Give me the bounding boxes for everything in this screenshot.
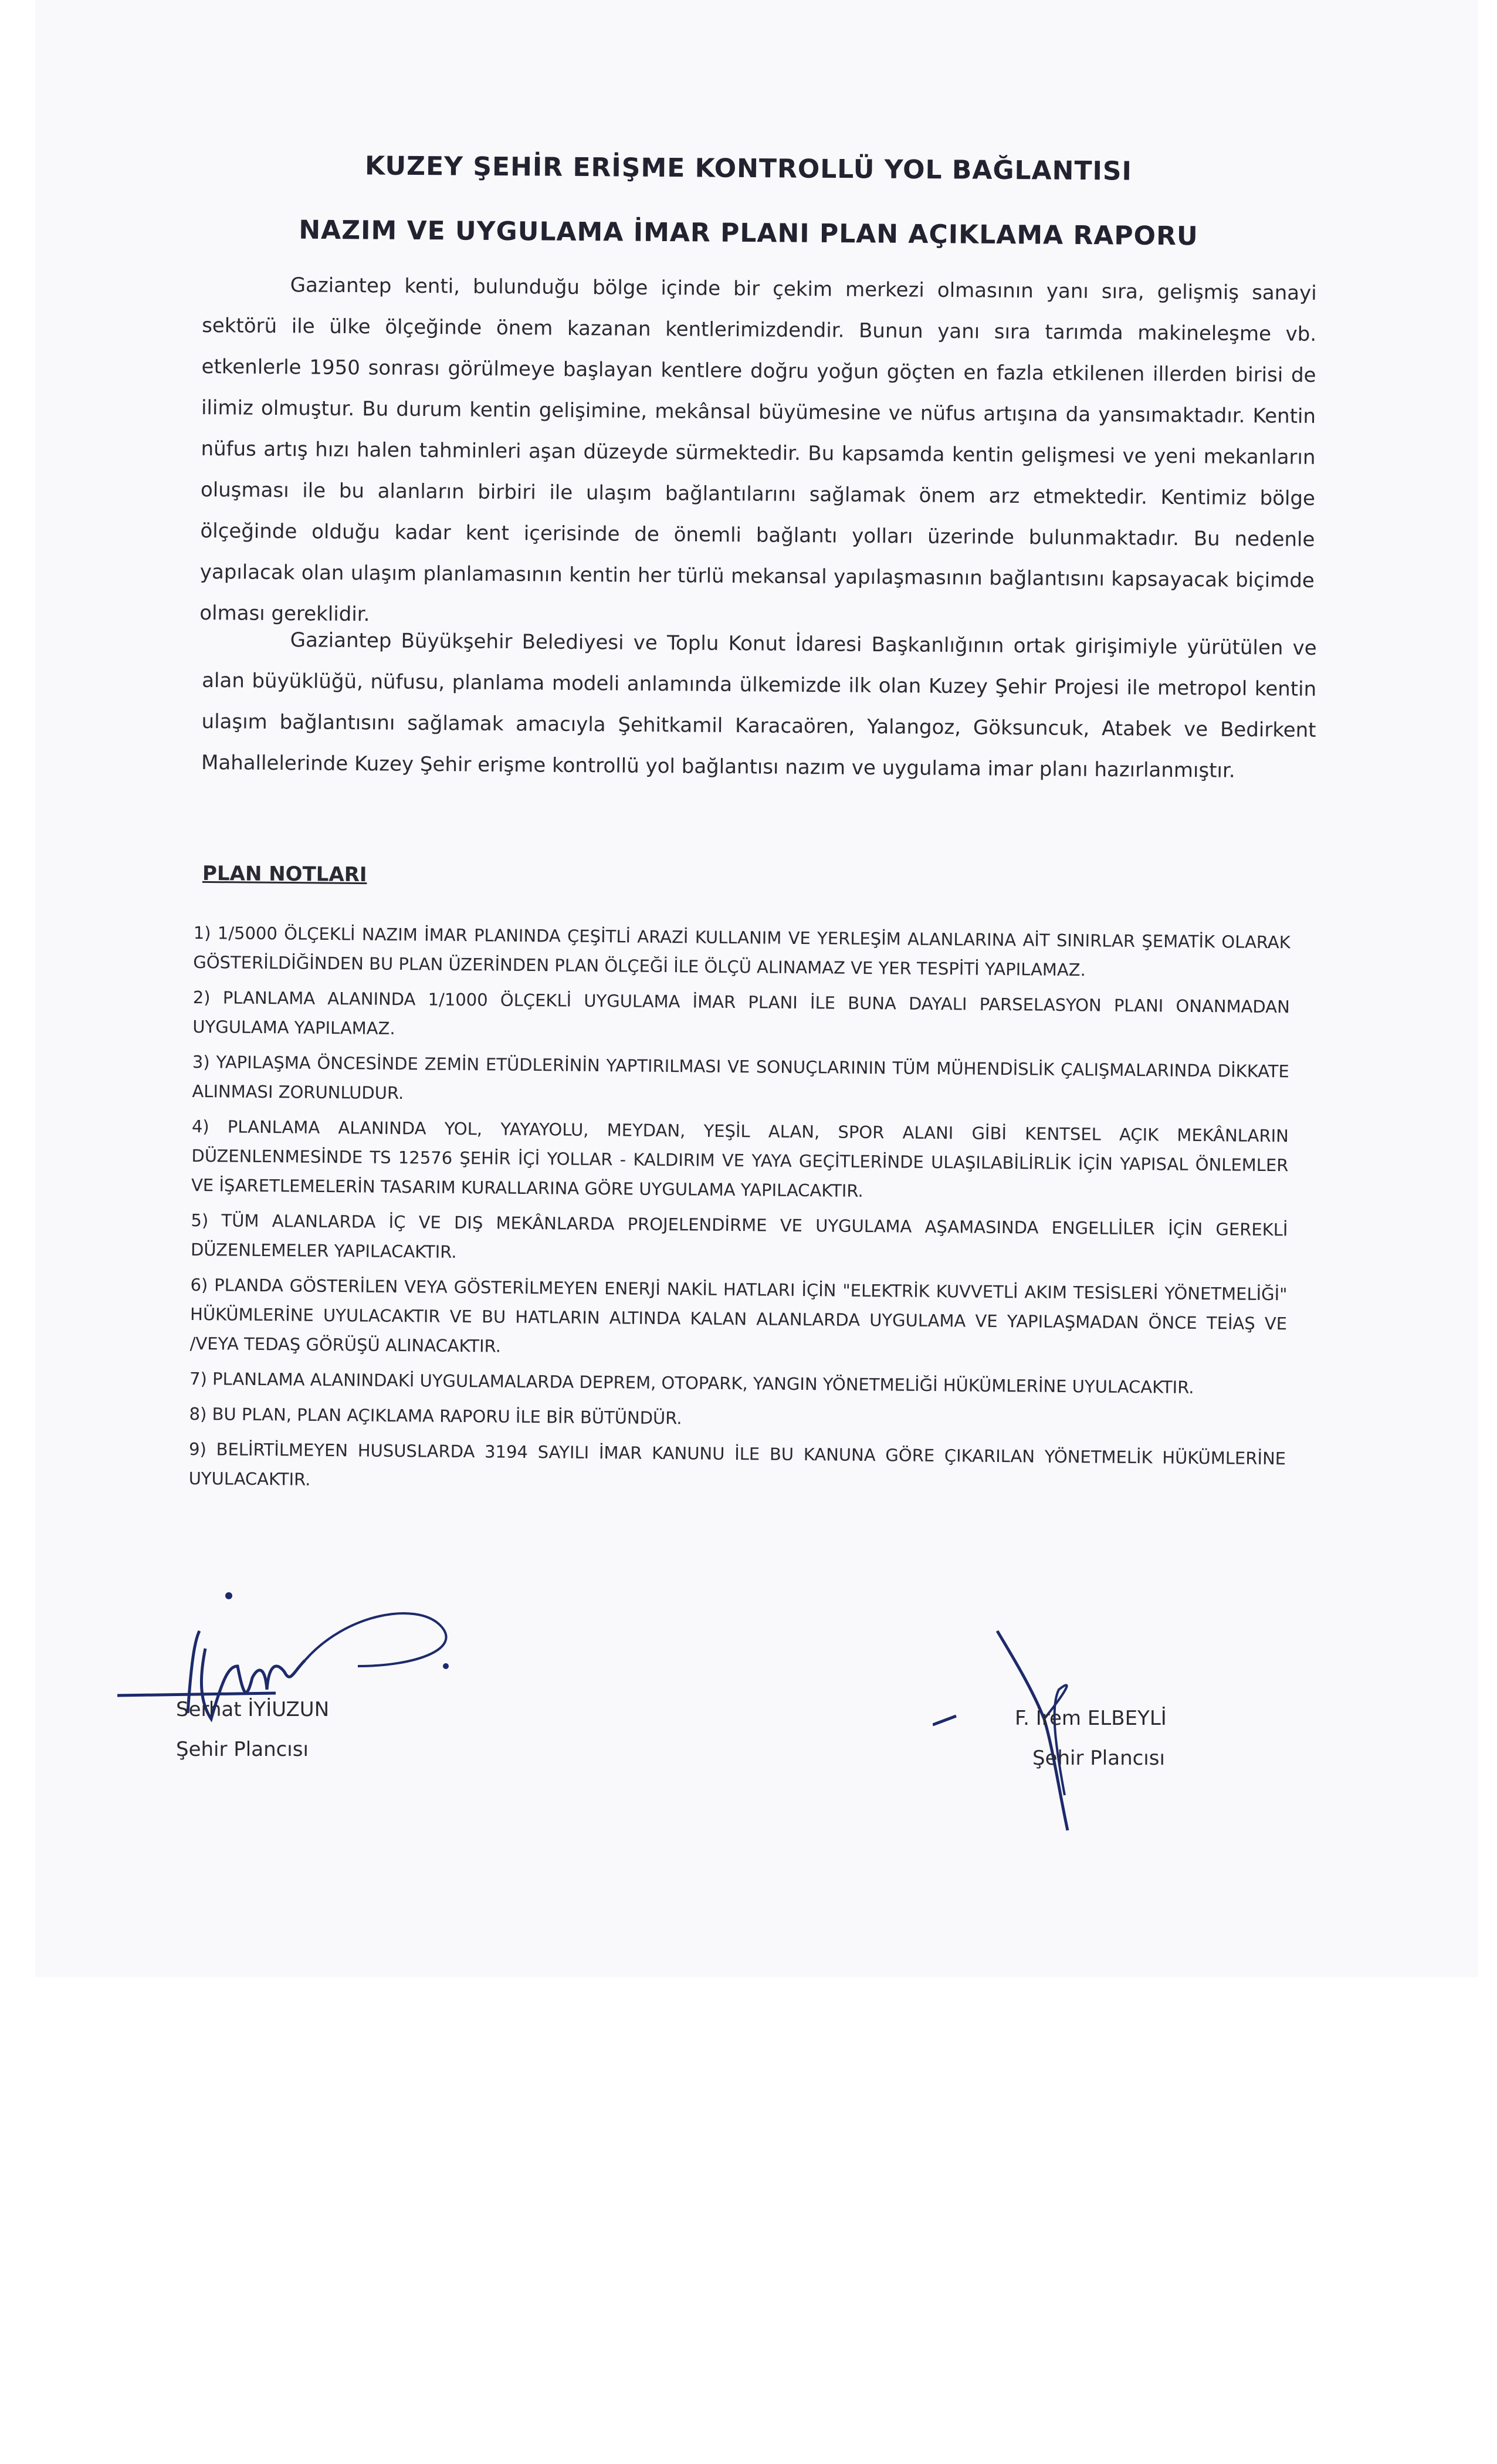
note-text: TÜM ALANLARDA İÇ VE DIŞ MEKÂNLARDA PROJELENDİRME VE UYGULAMA AŞAMASINDA ENGELLİLER İÇİN GEREKLİ DÜZENLEMELER YAPILACAKTIR. bbox=[190, 1210, 1288, 1262]
signatory-right-role: Şehir Plancısı bbox=[1032, 1747, 1165, 1770]
note-number: 5) bbox=[191, 1210, 209, 1231]
signatory-left-name: Serhat İYİUZUN bbox=[176, 1698, 330, 1721]
note-number: 8) bbox=[189, 1403, 207, 1424]
plan-note bbox=[191, 1112, 1289, 1209]
note-text: 1/5000 ÖLÇEKLİ NAZIM İMAR PLANINDA ÇEŞİTLİ ARAZİ KULLANIM VE YERLEŞİM ALANLARINA AİT SINIRLAR ŞEMATİK OLARAK GÖSTERİLDİĞİNDEN BU PLAN ÜZERİNDEN PLAN ÖLÇEĞİ İLE ÖLÇÜ ALINAMAZ VE YER TESPİTİ YAPILAMAZ. bbox=[193, 923, 1291, 980]
plan-note bbox=[189, 1399, 1286, 1438]
body-paragraph-2: Gaziantep Büyükşehir Belediyesi ve Toplu Konut İdaresi Başkanlığının ortak girişimiyle yürütülen ve alan büyüklüğü, nüfusu, planlama modeli anlamında ülkemizde ilk olan Kuzey Şehir Projesi ile metropol kentin ulaşım bağlantısını sağlamak amacıyla Şehitkamil Karacaören, Yalangoz, Göksuncuk, Atabek ve Bedirkent Mahallelerinde Kuzey Şehir erişme kontrollü yol bağlantısı nazım ve uygulama imar planı hazırlanmıştır. bbox=[201, 628, 1317, 783]
plan-notes-heading: PLAN NOTLARI bbox=[202, 861, 367, 887]
plan-note bbox=[191, 1206, 1288, 1274]
note-text: BU PLAN, PLAN AÇIKLAMA RAPORU İLE BİR BÜTÜNDÜR. bbox=[212, 1404, 682, 1429]
note-number: 9) bbox=[188, 1439, 207, 1460]
note-text: BELİRTİLMEYEN HUSUSLARDA 3194 SAYILI İMAR KANUNU İLE BU KANUNA GÖRE ÇIKARILAN YÖNETMELİK HÜKÜMLERİNE UYULACAKTIR. bbox=[188, 1439, 1286, 1490]
note-number: 3) bbox=[192, 1051, 210, 1072]
document-subtitle: NAZIM VE UYGULAMA İMAR PLANI PLAN AÇIKLAMA RAPORU bbox=[299, 215, 1198, 252]
note-text: PLANLAMA ALANINDA YOL, YAYAYOLU, MEYDAN, YEŞİL ALAN, SPOR ALANI GİBİ KENTSEL AÇIK MEKÂNLARIN DÜZENLENMESİNDE TS 12576 ŞEHİR İÇİ YOLLAR - KALDIRIM VE YAYA GEÇİTLERİNDE ULAŞILABİLİRLİK İÇİN YAPISAL ÖNLEMLER VE İŞARETLEMELERİN TASARIM KURALLARINA GÖRE UYGULAMA YAPILACAKTIR. bbox=[191, 1116, 1289, 1201]
document-title: KUZEY ŞEHİR ERİŞME KONTROLLÜ YOL BAĞLANTISI bbox=[364, 151, 1133, 187]
signatory-right bbox=[991, 1698, 1167, 1778]
signatory-left bbox=[176, 1690, 329, 1769]
note-number: 2) bbox=[192, 987, 211, 1008]
note-number: 7) bbox=[189, 1368, 208, 1389]
note-text: PLANLAMA ALANINDAKİ UYGULAMALARDA DEPREM, OTOPARK, YANGIN YÖNETMELİĞİ HÜKÜMLERİNE UYULACAKTIR. bbox=[212, 1369, 1194, 1397]
note-text: PLANDA GÖSTERİLEN VEYA GÖSTERİLMEYEN ENERJİ NAKİL HATLARI İÇİN "ELEKTRİK KUVVETLİ AKIM TESİSLERİ YÖNETMELİĞİ" HÜKÜMLERİNE UYULACAKTIR VE BU HATLARIN ALTINDA KALAN ALANLARDA UYGULAMA VE YAPILAŞMADAN ÖNCE TEİAŞ VE /VEYA TEDAŞ GÖRÜŞÜ ALINACAKTIR. bbox=[189, 1275, 1288, 1356]
signatory-right-name: F. İrem ELBEYLİ bbox=[1015, 1707, 1167, 1730]
plan-note bbox=[192, 983, 1290, 1051]
plan-note bbox=[189, 1270, 1287, 1368]
plan-note bbox=[193, 918, 1291, 986]
plan-note bbox=[189, 1364, 1286, 1403]
body-paragraph-1: Gaziantep kenti, bulunduğu bölge içinde bir çekim merkezi olmasının yanı sıra, gelişmiş sanayi sektörü ile ülke ölçeğinde önem kazanan kentlerimizdendir. Bunun yanı sıra tarımda makineleşme vb. etkenlerle 1950 sonrası görülmeye başlayan kentlere doğru yoğun göçten en fazla etkilenen illerden birisi de ilimiz olmuştur. Bu durum kentin gelişimine, mekânsal büyümesine ve nüfus artışına da yansımaktadır. Kentin nüfus artış hızı halen tahminleri aşan düzeyde sürmektedir. Bu kapsamda kentin gelişmesi ve yeni mekanların oluşması ile bu alanların birbiri ile ulaşım bağlantılarını sağlamak önem arz etmektedir. Kentimiz bölge ölçeğinde olduğu kadar kent içerisinde de önemli bağlantı yolları üzerinde bulunmaktadır. Bu nedenle yapılacak olan ulaşım planlamasının kentin her türlü mekansal yapılaşmasının bağlantısını kapsayacak biçimde olması gereklidir. bbox=[199, 273, 1317, 627]
signatory-left-role: Şehir Plancısı bbox=[176, 1738, 309, 1761]
plan-note bbox=[192, 1047, 1289, 1115]
note-number: 6) bbox=[190, 1274, 208, 1295]
plan-note bbox=[188, 1434, 1286, 1502]
note-number: 1) bbox=[193, 922, 211, 943]
plan-notes-list bbox=[188, 918, 1291, 1508]
note-text: PLANLAMA ALANINDA 1/1000 ÖLÇEKLİ UYGULAMA İMAR PLANI İLE BUNA DAYALI PARSELASYON PLANI ONANMADAN UYGULAMA YAPILAMAZ. bbox=[192, 987, 1290, 1039]
note-number: 4) bbox=[191, 1116, 209, 1137]
note-text: YAPILAŞMA ÖNCESİNDE ZEMİN ETÜDLERİNİN YAPTIRILMASI VE SONUÇLARININ TÜM MÜHENDİSLİK ÇALIŞMALARINDA DİKKATE ALINMASI ZORUNLUDUR. bbox=[192, 1052, 1289, 1104]
